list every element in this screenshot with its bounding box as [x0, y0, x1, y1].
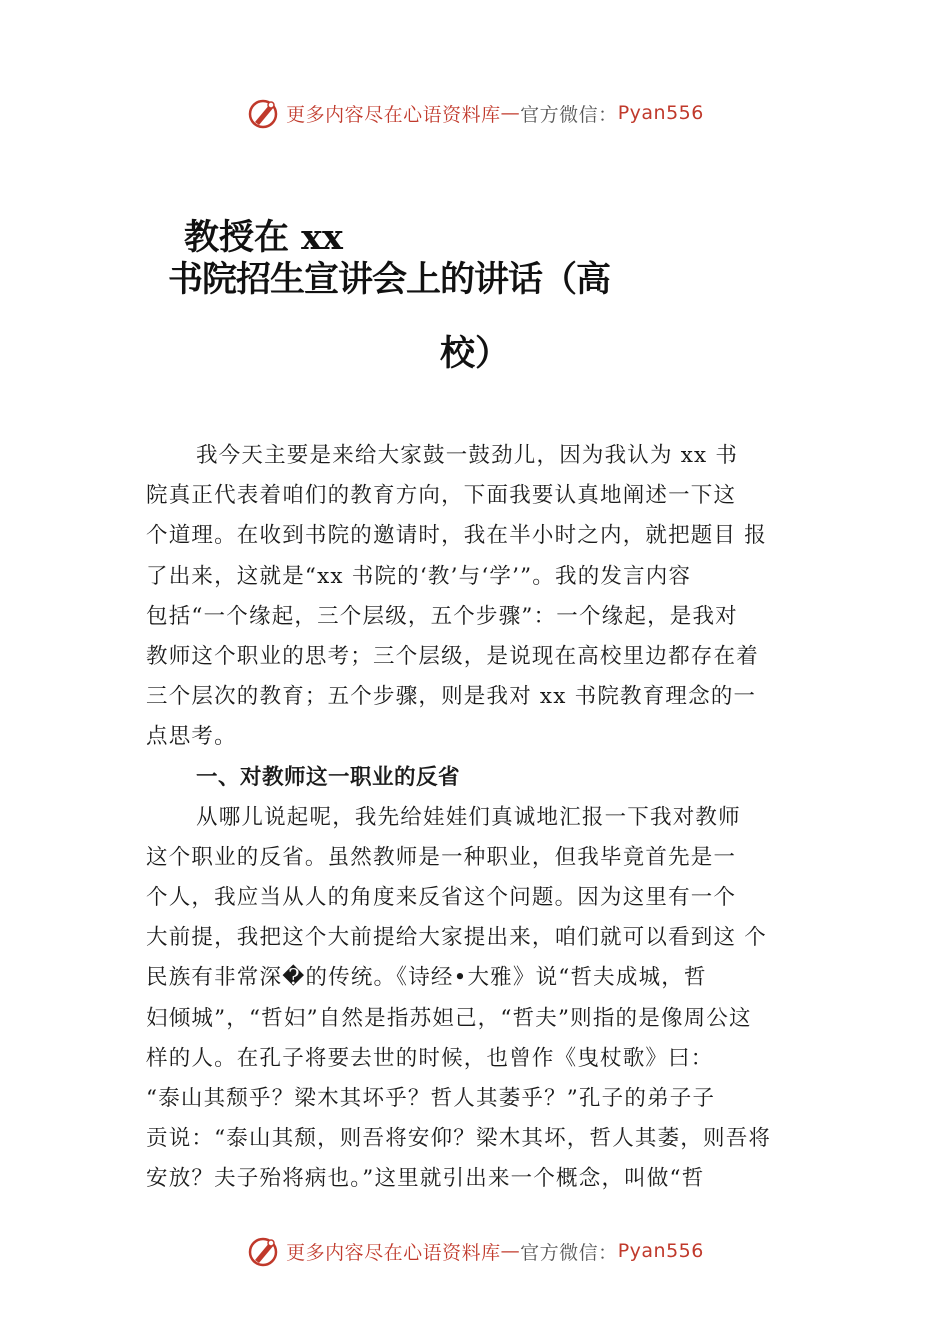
text-line: 妇倾城”，“哲妇”自然是指苏妲己，“哲夫”则指的是像周公这: [146, 1005, 752, 1031]
banner-wechat-label: 官方微信：: [520, 103, 618, 126]
text-line: 贡说：“泰山其颓，则吾将安仰？梁木其坏，哲人其萎，则吾将: [146, 1126, 772, 1152]
text-line: 个人，我应当从人的角度来反省这个问题。因为这里有一个: [146, 885, 737, 911]
banner-dash: —: [500, 102, 521, 124]
pen-logo-icon: [246, 96, 280, 130]
banner-text: 更多内容尽在心语资料库: [286, 103, 501, 126]
text-line: 了出来，这就是“xx 书院的‘教’与‘学’”。我的发言内容: [146, 563, 692, 589]
text-line: 包括“一个缘起，三个层级，五个步骤”：一个缘起，是我对: [146, 603, 738, 629]
text-line: 教师这个职业的思考；三个层级，是说现在高校里边都存在着: [146, 643, 759, 669]
text-line: 这个职业的反省。虽然教师是一种职业，但我毕竟首先是一: [146, 844, 737, 870]
title-line-1: 教授在 xx: [184, 217, 343, 258]
text-line: 三个层次的教育；五个步骤，则是我对 xx 书院教育理念的一: [146, 684, 757, 710]
text-line: 民族有非常深�的传统。《诗经•大雅》说“哲夫成城，哲: [146, 965, 707, 991]
text-line: 我今天主要是来给大家鼓一鼓劲儿，因为我认为 xx 书: [196, 443, 739, 468]
text-line: 个道理。在收到书院的邀请时，我在半小时之内，就把题目 报: [146, 523, 767, 549]
banner-wechat-id: Pyan556: [617, 1240, 704, 1262]
banner-wechat-id: Pyan556: [617, 102, 704, 124]
text-line: 从哪儿说起呢，我先给娃娃们真诚地汇报一下我对教师: [196, 804, 741, 830]
title-line-3: 校）: [440, 333, 511, 374]
text-line: 大前提，我把这个大前提给大家提出来，咱们就可以看到这 个: [146, 925, 767, 951]
text-line: 院真正代表着咱们的教育方向，下面我要认真地阐述一下这: [146, 483, 737, 509]
footer-banner: [0, 1234, 950, 1268]
pen-logo-icon: [246, 1234, 280, 1268]
section-heading: 一、对教师这一职业的反省: [196, 764, 461, 790]
banner-text: 更多内容尽在心语资料库: [286, 1241, 501, 1264]
banner-dash: —: [500, 1240, 521, 1262]
banner-wechat-label: 官方微信：: [520, 1241, 618, 1264]
text-line: 样的人。在孔子将要去世的时候，也曾作《曳杖歌》曰：: [146, 1045, 714, 1071]
header-banner: [0, 96, 950, 130]
text-line: 安放？夫子殆将病也。”这里就引出来一个概念，叫做“哲: [146, 1166, 705, 1192]
title-line-2: 书院招生宣讲会上的讲话（高: [168, 259, 611, 300]
text-line: “泰山其颓乎？梁木其坏乎？哲人其萎乎？”孔子的弟子子: [146, 1086, 716, 1111]
document-body: [146, 436, 814, 1200]
text-line: 点思考。: [146, 724, 237, 750]
